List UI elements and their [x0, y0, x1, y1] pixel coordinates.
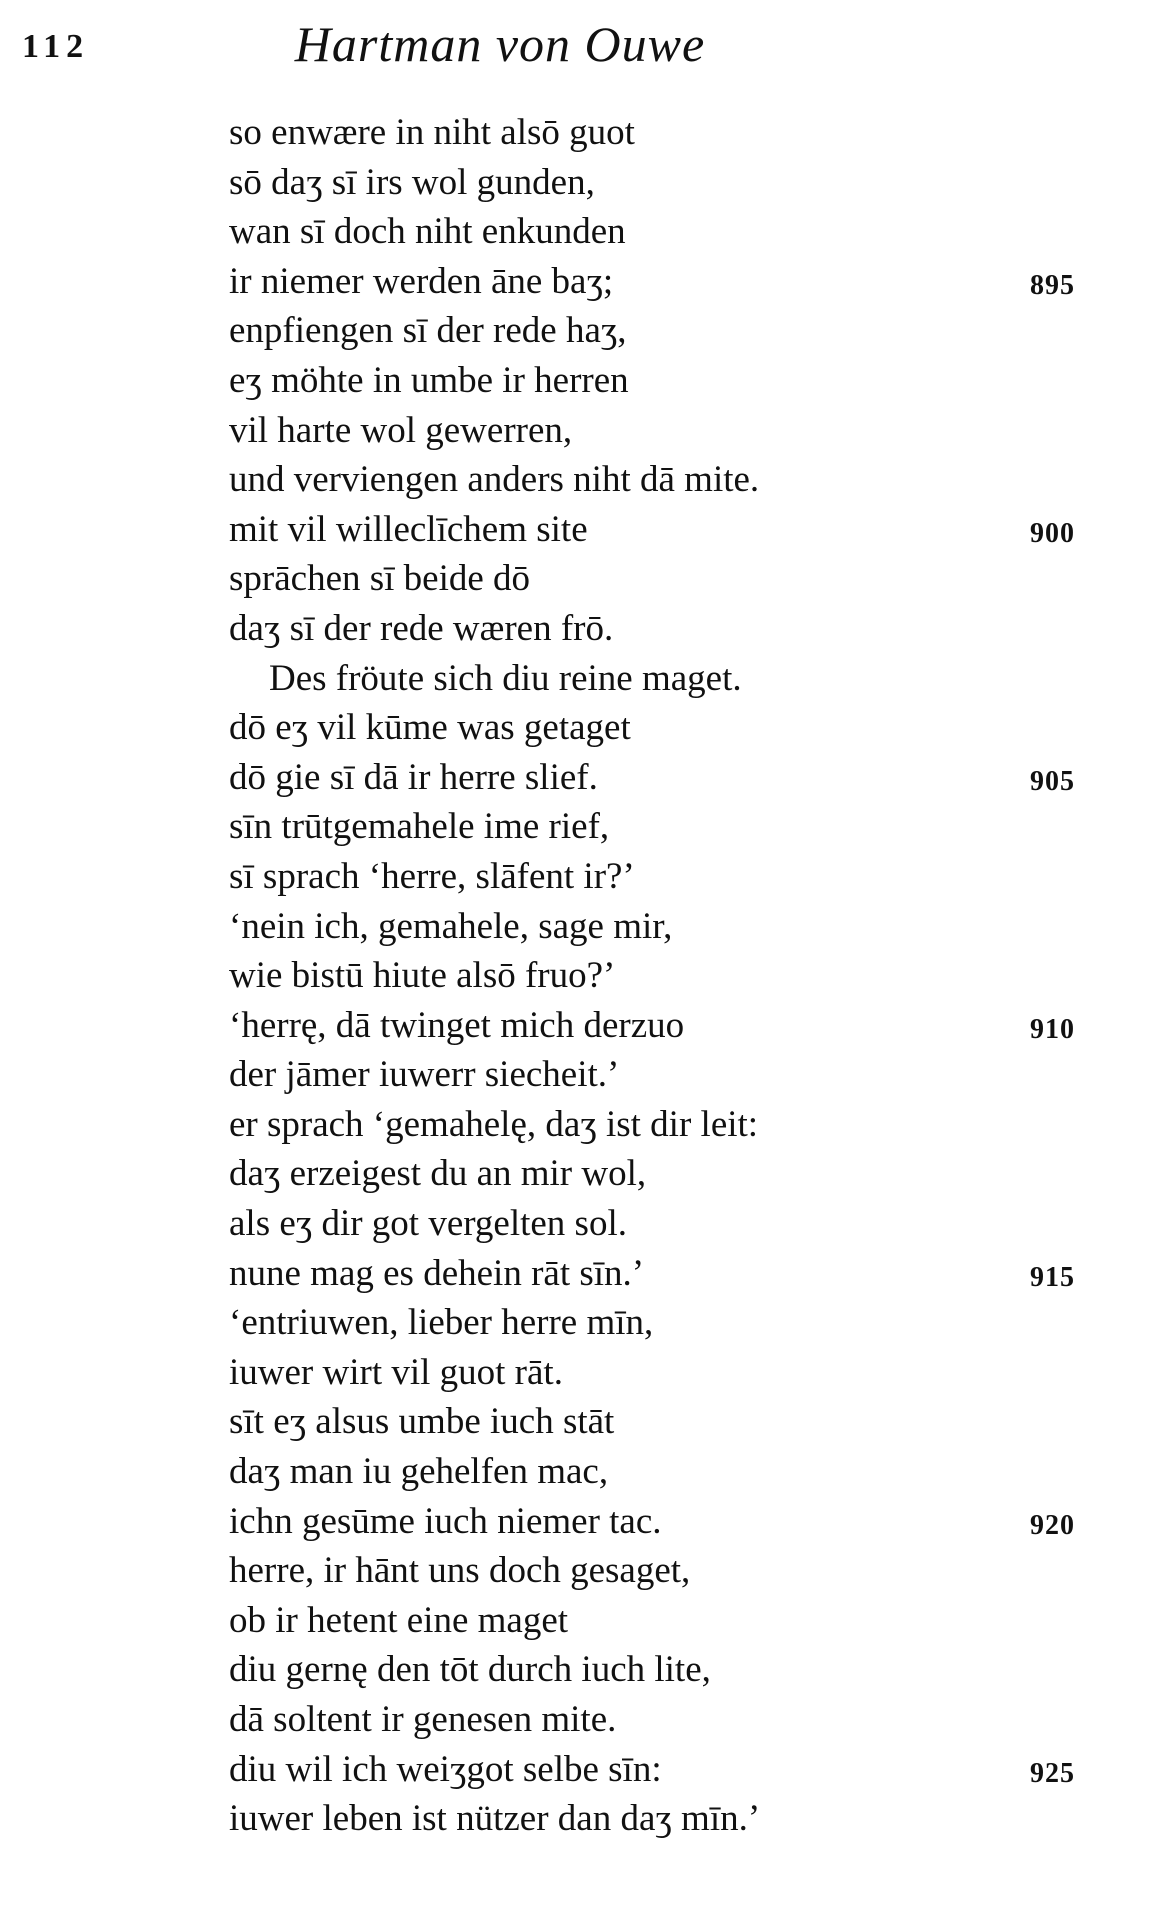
verse-line: [229, 1050, 1089, 1100]
verse-text: ob ir hetent eine maget: [229, 1599, 569, 1641]
verse-line: [229, 604, 1089, 654]
verse-text: und verviengen anders niht dā mite.: [229, 459, 760, 501]
verse-line: [229, 1001, 1089, 1051]
verse-line: [229, 108, 1089, 158]
verse-line: [229, 753, 1089, 803]
verse-line: [229, 1794, 1089, 1844]
verse-text: er sprach ‘gemahelę, daʒ ist dir leit:: [229, 1103, 759, 1145]
verse-line: [229, 802, 1089, 852]
verse-text: sīt eʒ alsus umbe iuch stāt: [229, 1401, 615, 1443]
verse-text: nune mag es dehein rāt sīn.’: [229, 1252, 645, 1294]
verse-line: [229, 1596, 1089, 1646]
verse-line: [229, 455, 1089, 505]
poem-body: [229, 108, 1089, 1844]
verse-text: ir niemer werden āne baʒ;: [229, 260, 614, 302]
verse-line: [229, 1497, 1089, 1547]
verse-line: [229, 505, 1089, 555]
page-number: 112: [22, 28, 90, 65]
verse-line: [229, 654, 1089, 704]
verse-line: [229, 158, 1089, 208]
verse-text: mit vil willeclīchem site: [229, 508, 588, 550]
running-title: Hartman von Ouwe: [294, 16, 706, 72]
verse-text: als eʒ dir got vergelten sol.: [229, 1203, 627, 1245]
verse-line: [229, 1298, 1089, 1348]
verse-text: so enwære in niht alsō guot: [229, 112, 635, 153]
verse-text: ‘nein ich, gemahele, sage mir,: [229, 905, 673, 947]
verse-text: vil harte wol gewerren,: [229, 409, 573, 451]
verse-line: [229, 852, 1089, 902]
verse-text: ‘entriuwen, lieber herre mīn,: [229, 1302, 654, 1344]
verse-line: [229, 1348, 1089, 1398]
verse-line: [229, 1447, 1089, 1497]
verse-text: sīn trūtgemahele ime rief,: [229, 806, 610, 848]
line-number: 905: [1030, 765, 1075, 797]
line-number: 900: [1030, 517, 1075, 549]
verse-line: [229, 207, 1089, 257]
verse-text: eʒ möhte in umbe ir herren: [229, 359, 629, 401]
verse-line: [229, 356, 1089, 406]
line-number: 920: [1030, 1509, 1075, 1541]
verse-text: ichn gesūme iuch niemer tac.: [229, 1500, 662, 1542]
verse-text: iuwer leben ist nützer dan daʒ mīn.’: [229, 1798, 761, 1840]
verse-line: [229, 1149, 1089, 1199]
line-number: 910: [1030, 1013, 1075, 1045]
verse-text: der jāmer iuwerr siecheit.’: [229, 1054, 620, 1096]
verse-text: herre, ir hānt uns doch gesaget,: [229, 1550, 691, 1592]
verse-text: enpfiengen sī der rede haʒ,: [229, 310, 627, 352]
verse-line: [229, 902, 1089, 952]
verse-line: [229, 554, 1089, 604]
verse-text: wan sī doch niht enkunden: [229, 211, 626, 253]
line-number: 895: [1030, 269, 1075, 301]
verse-text: iuwer wirt vil guot rāt.: [229, 1351, 563, 1393]
verse-text: dā soltent ir genesen mite.: [229, 1699, 617, 1740]
verse-line: [229, 1695, 1089, 1745]
verse-text: Des fröute sich diu reine maget.: [269, 657, 742, 699]
verse-text: dō eʒ vil kūme was getaget: [229, 707, 631, 749]
verse-line: [229, 703, 1089, 753]
verse-text: sprāchen sī beide dō: [229, 558, 531, 600]
verse-line: [229, 1100, 1089, 1150]
verse-text: sī sprach ‘herre, slāfent ir?’: [229, 855, 635, 897]
line-number: 915: [1030, 1261, 1075, 1293]
verse-text: daʒ sī der rede wæren frō.: [229, 607, 614, 649]
verse-text: sō daʒ sī irs wol gunden,: [229, 161, 595, 203]
verse-line: [229, 1199, 1089, 1249]
verse-text: daʒ man iu gehelfen mac,: [229, 1451, 609, 1493]
verse-text: diu gernę den tōt durch iuch lite,: [229, 1649, 711, 1691]
verse-text: daʒ erzeigest du an mir wol,: [229, 1153, 647, 1195]
verse-text: dō gie sī dā ir herre slief.: [229, 756, 598, 798]
verse-line: [229, 1249, 1089, 1299]
verse-line: [229, 1397, 1089, 1447]
verse-line: [229, 1745, 1089, 1795]
line-number: 925: [1030, 1757, 1075, 1789]
verse-line: [229, 257, 1089, 307]
verse-line: [229, 406, 1089, 456]
verse-line: [229, 951, 1089, 1001]
verse-text: diu wil ich weiʒgot selbe sīn:: [229, 1748, 662, 1790]
verse-text: wie bistū hiute alsō fruo?’: [229, 955, 616, 997]
verse-line: [229, 306, 1089, 356]
verse-text: ‘herrę, dā twinget mich derzuo: [229, 1004, 685, 1046]
verse-line: [229, 1645, 1089, 1695]
verse-line: [229, 1546, 1089, 1596]
